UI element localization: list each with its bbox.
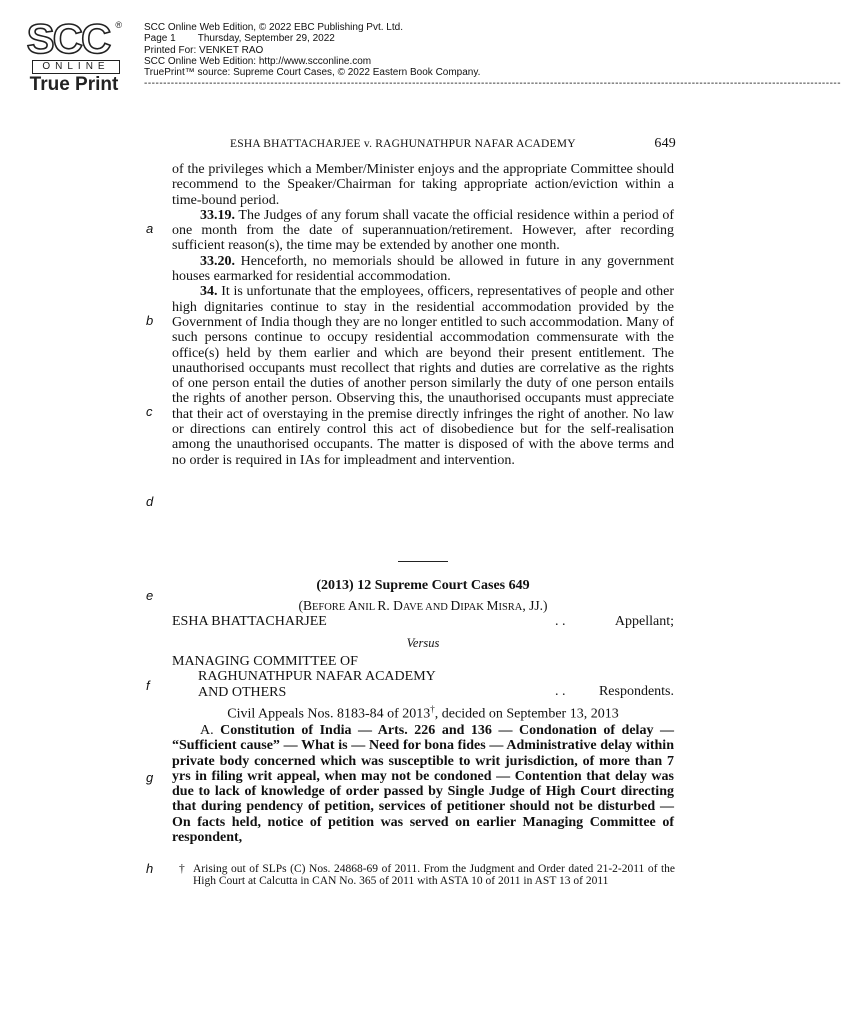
margin-letter-a: a bbox=[146, 221, 154, 236]
footnote-text: Arising out of SLPs (C) Nos. 24868-69 of 2011. From the Judgment and Order dated 21-2-2011 of the High Court at Calcutta in CAN No. 365 of 2011 with ASTA 10 of 2011 in AST 13 of 2011 bbox=[193, 863, 675, 888]
appellant-role: Appellant; bbox=[614, 614, 674, 629]
para-text: Henceforth, no memorials should be allowed in future in any government houses earmarked for residential accommodation. bbox=[172, 253, 674, 285]
headnote-text: Constitution of India — Arts. 226 and 136 — Condonation of delay — “Sufficient cause” — What is — Need for bona fides — Administrative delay within private body concerned which was susceptible to writ jurisdiction, of more than 7 yrs in filing writ appeal, when may not be condoned — Contention that delay was due to lack of knowledge of order passed by Single Judge of High Court directing that during pendency of petition, services of petitioner should not be disturbed — On facts held, notice of petition was served on earlier Managing Committee of respondent, bbox=[172, 723, 674, 846]
margin-letter-g: g bbox=[146, 770, 154, 785]
appellant-row bbox=[172, 614, 674, 630]
bench-part: ISRA bbox=[498, 602, 523, 613]
margin-letter-b: b bbox=[146, 313, 154, 328]
print-info-header bbox=[144, 22, 841, 90]
logo-true-print-text: True Print bbox=[29, 74, 119, 95]
civil-appeal-date: , decided on September 13, 2013 bbox=[434, 706, 619, 722]
logo-registered-mark: ® bbox=[115, 20, 122, 30]
respondent-line: RAGHUNATHPUR NAFAR ACADEMY bbox=[198, 669, 436, 685]
running-head bbox=[230, 138, 676, 150]
bench-part: NIL bbox=[357, 602, 378, 613]
para-number: 33.20. bbox=[200, 253, 235, 269]
appellant-name: ESHA BHATTACHARJEE bbox=[172, 614, 327, 629]
para-text: It is unfortunate that the employees, officers, representatives of people and other high dignitaries continue to stay in the residential accommodation provided by the Government of India though they are no longer entitled to such accommodation. Many of such persons continue to occupy residential accommodation commensurate with the office(s) held by them earlier and which are beyond their present entitlement. The unauthorised occupants must recollect that rights and duties are correlative as the rights of one person entail the duties of another person similarly the duty of one person entails the rights of another person. Observing this, the unauthorised occupants must appreciate that their act of overstaying in the premise directly infringes the right of another. No law or directions can entirely control this act of disobedience but for the self-realisation among the unauthorised occupants. The matter is disposed of with the above terms and no order is required in IAs for impleadment and intervention. bbox=[172, 284, 674, 468]
bench-part: A bbox=[347, 598, 358, 613]
logo-online-text: ONLINE bbox=[32, 60, 120, 74]
leader-dots: . . bbox=[555, 684, 566, 699]
bench-part: (B bbox=[298, 598, 312, 613]
margin-letter-d: d bbox=[146, 494, 154, 509]
case-citation: (2013) 12 Supreme Court Cases 649 bbox=[316, 578, 530, 593]
bench-part: , JJ.) bbox=[522, 598, 548, 613]
margin-letter-f: f bbox=[146, 678, 150, 693]
respondent-line: AND OTHERS bbox=[198, 684, 287, 700]
paragraph-33-19 bbox=[172, 208, 674, 254]
para-number: 33.19. bbox=[200, 207, 235, 223]
footnote-marker: † bbox=[430, 704, 435, 714]
judgment-body bbox=[172, 162, 674, 468]
headnote-letter: A. bbox=[200, 723, 214, 738]
section-separator bbox=[398, 561, 448, 562]
civil-appeal-line bbox=[172, 704, 674, 723]
scc-online-logo bbox=[14, 15, 122, 95]
bench-part: D bbox=[450, 598, 461, 613]
printed-for-line: Printed For: VENKET RAO bbox=[144, 44, 264, 56]
bench-line bbox=[172, 598, 674, 614]
page-date-line: Page 1 Thursday, September 29, 2022 bbox=[144, 33, 335, 45]
edition-line: SCC Online Web Edition, © 2022 EBC Publishing Pvt. Ltd. bbox=[144, 22, 403, 33]
leader-dots: . . bbox=[555, 614, 566, 629]
footnote-dagger: † bbox=[179, 863, 185, 875]
headnote-a bbox=[172, 723, 674, 845]
bench-part: EFORE bbox=[311, 602, 348, 613]
margin-letter-e: e bbox=[146, 588, 154, 603]
footnote bbox=[179, 863, 675, 888]
versus-label: Versus bbox=[406, 636, 440, 650]
bench-part: AVE AND bbox=[402, 602, 451, 613]
running-head-title: ESHA BHATTACHARJEE v. RAGHUNATHPUR NAFAR ACADEMY bbox=[230, 138, 576, 150]
logo-scc-text: SCC bbox=[26, 15, 110, 62]
para-text: The Judges of any forum shall vacate the official residence within a period of one month from the date of superannuation/retirement. However, after recording sufficient reason(s), the time may be extended by another one month. bbox=[172, 207, 674, 254]
paragraph-33-20 bbox=[172, 254, 674, 285]
web-edition-line: SCC Online Web Edition: http://www.scconline.com bbox=[144, 55, 372, 67]
margin-letter-c: c bbox=[146, 404, 153, 419]
bench-part: M bbox=[486, 598, 499, 613]
civil-appeal-text: Civil Appeals Nos. 8183-84 of 2013 bbox=[227, 706, 431, 722]
margin-letter-h: h bbox=[146, 861, 154, 876]
para-number: 34. bbox=[200, 284, 218, 300]
trueprint-source-line: TruePrint™ source: Supreme Court Cases, © 2022 Eastern Book Company. bbox=[144, 67, 481, 79]
respondent-name bbox=[172, 654, 592, 700]
respondent-line: MANAGING COMMITTEE OF bbox=[172, 654, 358, 669]
respondent-role: Respondents. bbox=[598, 684, 674, 699]
header-dashed-rule: -------------------------------------------------------------------------------------------------------------------------------------------------------------------------------------- bbox=[144, 78, 841, 90]
paragraph-34 bbox=[172, 284, 674, 468]
paragraph-continuation: of the privileges which a Member/Minister enjoys and the appropriate Committee should recommend to the Speaker/Chairman for taking appropriate action/eviction within a time-bound period. bbox=[172, 162, 674, 208]
bench-part: IPAK bbox=[460, 602, 487, 613]
bench-part: R. D bbox=[377, 598, 403, 613]
page-number: 649 bbox=[654, 136, 676, 151]
